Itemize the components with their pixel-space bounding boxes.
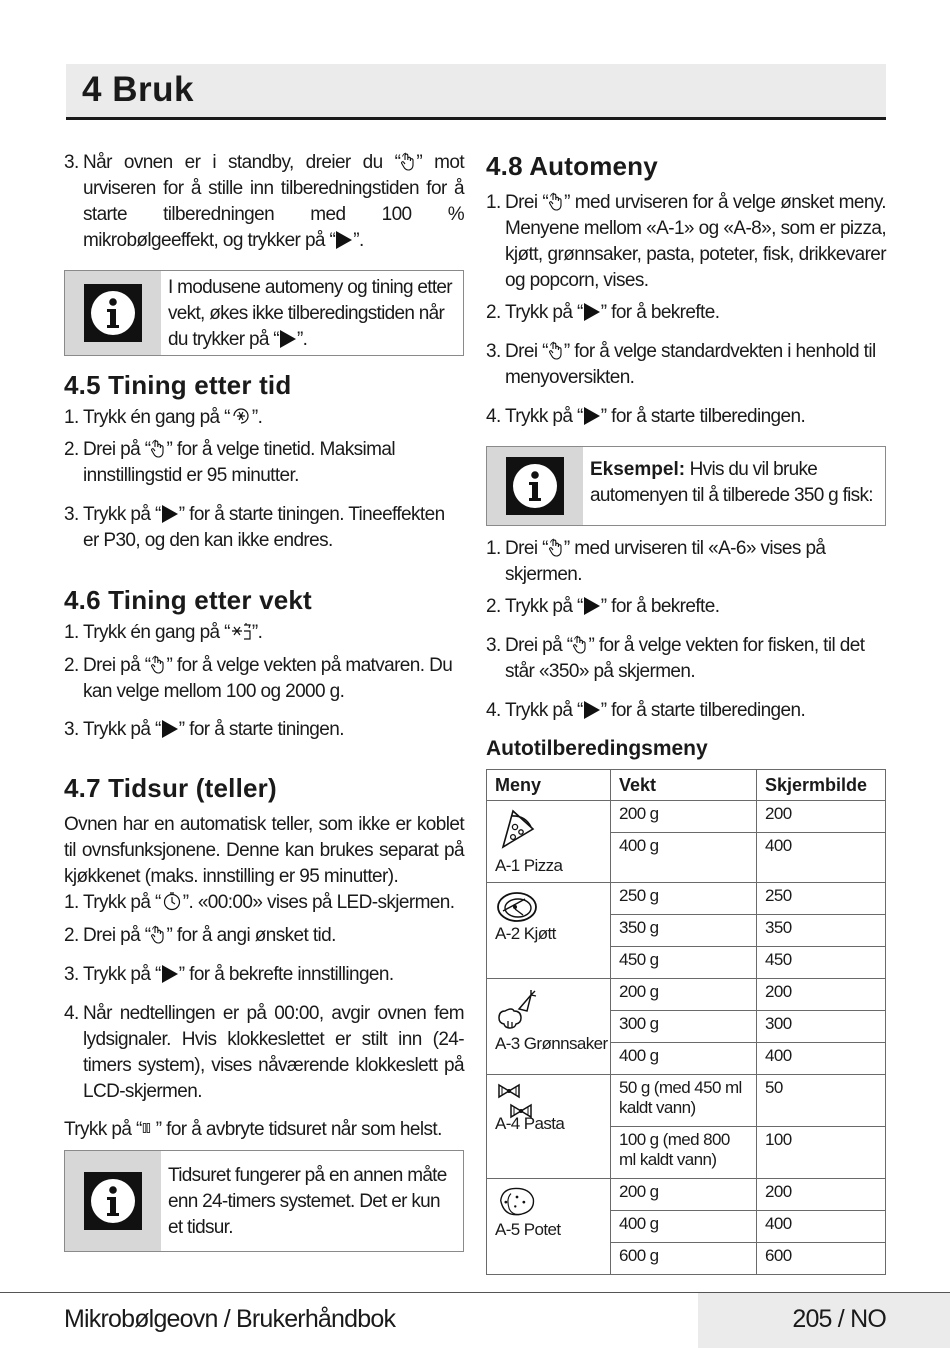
menu-label: A-3 Grønnsaker bbox=[495, 1034, 608, 1053]
menu-cell bbox=[487, 979, 611, 1075]
table-row bbox=[487, 1179, 886, 1211]
start-icon bbox=[584, 701, 600, 719]
list-item: 3. Drei “ ” for å velge standardvekten i henhold til menyoversikten. bbox=[486, 341, 876, 388]
weight-cell: 200 g bbox=[611, 979, 757, 1011]
info-icon bbox=[84, 284, 142, 342]
section-title-4-8: 4.8 Automeny bbox=[486, 151, 658, 181]
display-cell: 200 bbox=[757, 979, 886, 1011]
display-cell: 200 bbox=[757, 1179, 886, 1211]
start-icon bbox=[584, 303, 600, 321]
weight-cell: 400 g bbox=[611, 1211, 757, 1243]
table-row bbox=[487, 883, 886, 915]
table-header-row bbox=[487, 770, 886, 801]
knob-icon bbox=[572, 635, 588, 654]
footer-page-box bbox=[698, 1293, 950, 1348]
list-item: 3. Trykk på “ ” for å starte tiningen. bbox=[64, 719, 344, 740]
list-item: 2. Drei på “ ” for å angi ønsket tid. bbox=[64, 925, 336, 946]
chapter-header bbox=[66, 64, 886, 120]
list-item: 1. Trykk én gang på “ ”. bbox=[64, 622, 263, 643]
list-item: 4. Trykk på “ ” for å starte tilberedingen. bbox=[486, 700, 806, 721]
list-item: 1. Trykk på “ ”. «00:00» vises på LED-skjermen. bbox=[64, 892, 455, 913]
auto-menu-table bbox=[486, 769, 886, 1275]
menu-label: A-5 Potet bbox=[495, 1220, 561, 1239]
steps-4-8 bbox=[486, 190, 886, 430]
display-cell: 600 bbox=[757, 1243, 886, 1275]
knob-icon bbox=[548, 538, 564, 557]
weight-cell: 300 g bbox=[611, 1011, 757, 1043]
defrost-time-icon bbox=[230, 406, 252, 426]
stop-icon bbox=[142, 1118, 156, 1138]
menu-label: A-2 Kjøtt bbox=[495, 924, 556, 943]
start-icon bbox=[162, 505, 178, 523]
intro-step: 3. Når ovnen er i standby, dreier du “ ” mot urviseren for å stille inn tilberedningstiden for å starte tilberedningen med 100 % mikrobølgeeffekt, og trykker på “ ”. bbox=[64, 152, 465, 251]
weight-cell: 600 g bbox=[611, 1243, 757, 1275]
defrost-weight-icon bbox=[230, 621, 252, 641]
menu-label: A-4 Pasta bbox=[495, 1114, 565, 1133]
list-item: 4. Når nedtellingen er på 00:00, avgir ovnen fem lydsignaler. Hvis klokkeslettet er stilt inn (24-timers system), vises nåværende klokkeslett på LCD-skjermen. bbox=[64, 1003, 464, 1102]
timer-intro: Ovnen har en automatisk teller, som ikke er koblet til ovnsfunksjonene. Denne kan brukes separat på kjøkkenet (maks. innstilling er 95 minutter). bbox=[64, 814, 464, 887]
knob-icon bbox=[548, 192, 564, 211]
display-cell: 400 bbox=[757, 1211, 886, 1243]
steps-4-7 bbox=[64, 890, 464, 1105]
weight-cell: 50 g (med 450 ml kaldt vann) bbox=[611, 1075, 757, 1127]
knob-icon bbox=[548, 341, 564, 360]
section-title-4-7: 4.7 Tidsur (teller) bbox=[64, 773, 277, 803]
list-item: 1. Trykk én gang på “ ”. bbox=[64, 407, 263, 428]
info-note bbox=[64, 270, 464, 356]
display-cell: 50 bbox=[757, 1075, 886, 1127]
display-cell: 250 bbox=[757, 883, 886, 915]
pizza-icon bbox=[495, 807, 539, 849]
table-title: Autotilberedingsmeny bbox=[486, 737, 708, 760]
vegetables-icon bbox=[495, 985, 539, 1035]
note-text: I modusene automeny og tining etter vekt, økes ikke tilberedingstiden når du trykker på “ ”. bbox=[168, 277, 452, 350]
knob-icon bbox=[150, 925, 166, 944]
right-column bbox=[486, 150, 886, 1275]
display-cell: 200 bbox=[757, 801, 886, 833]
section-title-4-6: 4.6 Tining etter vekt bbox=[64, 585, 312, 615]
list-item: 2. Trykk på “ ” for å bekrefte. bbox=[486, 302, 720, 323]
display-cell: 300 bbox=[757, 1011, 886, 1043]
list-item: 1. Drei “ ” med urviseren til «A-6» vises på skjermen. bbox=[486, 538, 826, 585]
display-cell: 100 bbox=[757, 1127, 886, 1179]
menu-cell bbox=[487, 1179, 611, 1275]
menu-label: A-1 Pizza bbox=[495, 856, 563, 875]
left-column bbox=[64, 150, 464, 1252]
list-item: 4. Trykk på “ ” for å starte tilberedingen. bbox=[486, 406, 806, 427]
knob-icon bbox=[400, 152, 416, 171]
knob-icon bbox=[150, 655, 166, 674]
table-row bbox=[487, 1075, 886, 1127]
weight-cell: 400 g bbox=[611, 1043, 757, 1075]
footer-manual-title: Mikrobølgeovn / Brukerhåndbok bbox=[64, 1305, 396, 1333]
section-title-4-5: 4.5 Tining etter tid bbox=[64, 370, 292, 400]
list-item: 2. Trykk på “ ” for å bekrefte. bbox=[486, 596, 720, 617]
info-icon bbox=[506, 457, 564, 515]
weight-cell: 200 g bbox=[611, 801, 757, 833]
example-note bbox=[486, 446, 886, 526]
column-header: Meny bbox=[487, 770, 611, 801]
display-cell: 400 bbox=[757, 1043, 886, 1075]
column-header: Vekt bbox=[611, 770, 757, 801]
page-number: 205 / NO bbox=[792, 1305, 886, 1333]
display-cell: 350 bbox=[757, 915, 886, 947]
weight-cell: 200 g bbox=[611, 1179, 757, 1211]
display-cell: 450 bbox=[757, 947, 886, 979]
chapter-title: 4 Bruk bbox=[82, 70, 194, 109]
start-icon bbox=[584, 597, 600, 615]
start-icon bbox=[336, 231, 352, 249]
steps-4-5 bbox=[64, 405, 464, 554]
list-item: 3. Trykk på “ ” for å bekrefte innstillingen. bbox=[64, 964, 394, 985]
info-icon bbox=[84, 1172, 142, 1230]
weight-cell: 350 g bbox=[611, 915, 757, 947]
start-icon bbox=[280, 330, 296, 348]
start-icon bbox=[162, 965, 178, 983]
column-header: Skjermbilde bbox=[757, 770, 886, 801]
stop-timer-text: Trykk på “ ” for å avbryte tidsuret når som helst. bbox=[64, 1119, 442, 1140]
note-text: Eksempel: Hvis du vil bruke automenyen til å tilberede 350 g fisk: bbox=[590, 459, 873, 506]
weight-cell: 100 g (med 800 ml kaldt vann) bbox=[611, 1127, 757, 1179]
weight-cell: 400 g bbox=[611, 833, 757, 883]
example-steps bbox=[486, 536, 886, 724]
start-icon bbox=[584, 407, 600, 425]
menu-cell bbox=[487, 801, 611, 883]
list-item: 3. Drei på “ ” for å velge vekten for fisken, til det står «350» på skjermen. bbox=[486, 635, 865, 682]
display-cell: 400 bbox=[757, 833, 886, 883]
knob-icon bbox=[150, 439, 166, 458]
menu-cell bbox=[487, 883, 611, 979]
table-row bbox=[487, 979, 886, 1011]
start-icon bbox=[162, 720, 178, 738]
weight-cell: 250 g bbox=[611, 883, 757, 915]
note-text: Tidsuret fungerer på en annen måte enn 24-timers systemet. Det er kun et tidsur. bbox=[168, 1165, 447, 1238]
list-item: 2. Drei på “ ” for å velge tinetid. Maksimal innstillingstid er 95 minutter. bbox=[64, 439, 395, 486]
step-number: 3. bbox=[64, 152, 79, 173]
potato-icon bbox=[495, 1185, 539, 1221]
timer-icon bbox=[161, 891, 183, 911]
table-row bbox=[487, 801, 886, 833]
weight-cell: 450 g bbox=[611, 947, 757, 979]
info-note bbox=[64, 1150, 464, 1252]
list-item: 2. Drei på “ ” for å velge vekten på matvaren. Du kan velge mellom 100 og 2000 g. bbox=[64, 655, 453, 702]
steps-4-6 bbox=[64, 620, 464, 743]
list-item: 3. Trykk på “ ” for å starte tiningen. Tineeffekten er P30, og den kan ikke endres. bbox=[64, 504, 445, 551]
list-item: 1. Drei “ ” med urviseren for å velge ønsket meny. Menyene mellom «A-1» og «A-8», som er pizza, kjøtt, grønnsaker, pasta, poteter, fisk, drikkevarer og popcorn, vises. bbox=[486, 192, 886, 291]
menu-cell bbox=[487, 1075, 611, 1179]
